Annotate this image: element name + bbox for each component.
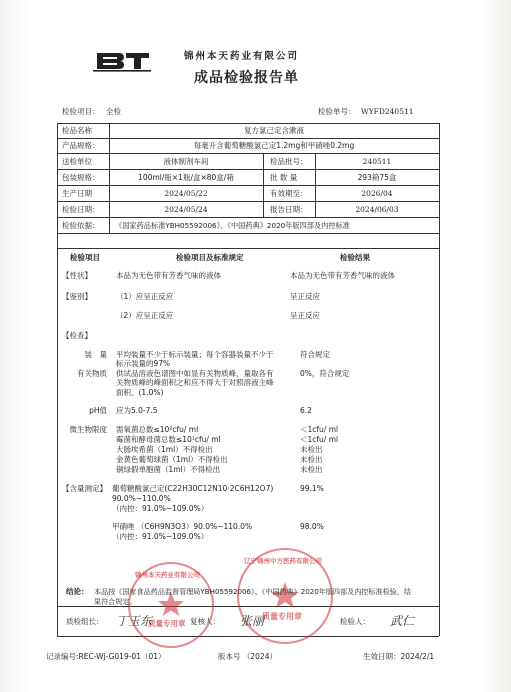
microbial-res-3: 未检出 — [300, 445, 323, 454]
assay-1-result: 99.1% — [300, 484, 324, 493]
related-substances-standard-2: 关物质峰的峰面积之和应不得大于对照溶液主峰 — [116, 378, 274, 387]
qty-value: 293箱75盒 — [357, 173, 397, 182]
conclusion-label: 结论： — [66, 587, 89, 596]
assay-2-result: 98.0% — [300, 522, 324, 531]
qa-leader-label: 质检组长： — [66, 617, 104, 626]
ph-standard: 应为5.0-7.5 — [116, 406, 158, 415]
pack-label: 包装规格： — [62, 173, 100, 182]
results-col-result: 检验结果 — [340, 253, 370, 262]
properties-result: 本品为无色带有芳香气味的液体 — [290, 271, 395, 280]
related-substances-standard-1: 供试品溶液色谱图中如显有关物质峰，量取各有 — [116, 369, 274, 378]
microbial-res-5: 未检出 — [300, 465, 323, 474]
table-line — [57, 201, 439, 202]
mfg-date-value: 2024/05/22 — [164, 189, 208, 198]
footer-record-no: 记录编号:REC-Wj-G019-01（01） — [46, 652, 166, 661]
table-line — [57, 217, 439, 218]
assay-2-standard-2: （内控：91.0%~109.0%） — [112, 532, 209, 541]
test-date-value: 2024/05/24 — [164, 205, 208, 214]
table-line — [57, 169, 439, 170]
table-line — [57, 138, 439, 139]
batch-value: 240511 — [362, 157, 392, 166]
microbial-res-2: ＜1cfu/ ml — [300, 435, 339, 444]
mfg-date-label: 生产日期 — [62, 189, 92, 198]
test-no-label: 检验单号： — [318, 107, 356, 116]
dept-label: 送检单位 — [62, 157, 92, 166]
results-col-item: 检验项目 — [70, 253, 100, 262]
test-item-label: 检验项目： — [62, 107, 100, 116]
report-date-value: 2024/06/03 — [355, 205, 399, 214]
footer-version: 版本号 （2024） — [218, 652, 277, 661]
ph-result: 6.2 — [300, 406, 312, 415]
identification-2-standard: （2）应呈正反应 — [116, 311, 174, 320]
conclusion-text-1: 本品按《国家食品药品监督管理局YBH05592006》、《中国药典》2020年版四部及内控标准检验，结 — [94, 587, 411, 596]
identification-1-standard: （1）应呈正反应 — [116, 292, 174, 301]
product-spec-value: 每毫升含葡萄糖酸氯己定1.2mg和甲硝唑0.2mg — [193, 141, 355, 150]
table-border-left — [57, 123, 58, 636]
checks-tag: 【检查】 — [62, 331, 92, 340]
related-substances-name: 有关物质 — [77, 369, 107, 378]
table-line — [57, 153, 439, 154]
identification-2-result: 呈正反应 — [290, 311, 320, 320]
fill-volume-result: 符合规定 — [300, 350, 330, 359]
table-border-top — [57, 123, 439, 124]
test-no-value: WYFD240511 — [361, 107, 414, 116]
right-stamp-inner: 质量专用章 — [262, 612, 302, 621]
exp-date-label: 有效期至： — [270, 189, 308, 198]
microbial-res-1: ＜1cfu/ ml — [300, 425, 339, 434]
company-logo-icon — [93, 50, 151, 72]
microbial-std-3: 大肠埃希菌（1ml）不得检出 — [116, 445, 213, 454]
microbial-std-1: 需氧菌总数≤10²cfu/ ml — [116, 425, 199, 434]
product-spec-label: 产品规格： — [62, 141, 100, 150]
test-item-value: 全检 — [106, 107, 121, 116]
inspector-signature: 武仁 — [390, 614, 415, 628]
results-header-line — [57, 248, 439, 249]
fill-volume-standard-2: 标示装量的97% — [116, 359, 171, 368]
test-date-label: 检验日期： — [62, 205, 100, 214]
reviewer-signature: 张丽 — [240, 614, 265, 628]
exp-date-value: 2026/04 — [361, 189, 393, 198]
product-name-value: 复方氯己定含漱液 — [244, 126, 304, 135]
basis-value: 《国家药品标准YBH05592006》、《中国药典》2020年版四部及内控标准 — [115, 221, 350, 230]
report-date-label: 报告日期： — [270, 205, 308, 214]
assay-2-standard-1: 甲硝唑 （C6H9N3O3）90.0%~110.0% — [112, 522, 253, 531]
reviewer-label: 复核人： — [190, 617, 220, 626]
qa-leader-signature: 丁玉东 — [116, 614, 153, 628]
ph-name: pH值 — [89, 406, 107, 415]
batch-label: 检品批号： — [270, 157, 308, 166]
fill-volume-name: 装 量 — [84, 350, 107, 359]
microbial-std-5: 铜绿假单胞菌（1ml）不得检出 — [116, 465, 221, 474]
microbial-std-2: 霉菌和酵母菌总数≤10¹cfu/ ml — [116, 435, 221, 444]
assay-1-standard-3: （内控：91.0%~109.0%） — [112, 504, 209, 513]
basis-label: 检验依据： — [62, 221, 100, 230]
assay-1-standard-1: 葡萄糖酸氯己定(C22H30C12N10·2C6H12O7) — [112, 484, 274, 493]
table-line — [57, 185, 439, 186]
company-name: 锦州本天药业有限公司 — [184, 51, 300, 62]
table-border-right — [439, 123, 440, 636]
footer-effective-date: 生效日期：2024/2/1 — [363, 652, 435, 661]
inspector-label: 检验人： — [340, 617, 370, 626]
properties-tag: 【性状】 — [62, 271, 92, 280]
left-stamp-text: 锦州本天药业有限公司 — [135, 571, 200, 579]
qty-label: 批 数 量 — [270, 173, 298, 182]
left-stamp-inner: 质量专用章 — [148, 619, 186, 628]
fill-volume-standard-1: 平均装量不少于标示装量；每个容器装量不少于 — [116, 350, 274, 359]
related-substances-result: 0%，符合规定 — [300, 369, 350, 378]
identification-1-result: 呈正反应 — [290, 292, 320, 301]
dept-value: 液体制剂车间 — [163, 157, 209, 166]
identification-tag: 【鉴别】 — [62, 292, 92, 301]
pack-value: 100ml/瓶×1瓶/盒×80盒/箱 — [138, 173, 234, 182]
microbial-std-4: 金黄色葡萄球菌（1ml）不得检出 — [116, 455, 228, 464]
report-title: 成品检验报告单 — [194, 70, 299, 86]
microbial-limit-name: 微生物限度 — [69, 425, 107, 434]
assay-tag: 【含量测定】 — [62, 484, 107, 493]
product-name-label: 检品名称 — [62, 126, 92, 135]
results-col-standard: 检验项目及标准规定 — [176, 253, 244, 262]
table-col-line — [263, 153, 264, 217]
related-substances-standard-3: 面积。(1.0%) — [116, 388, 164, 397]
right-stamp-text: 辽宁锦州中方医药有限公司 — [244, 557, 322, 565]
conclusion-text-2: 果符合规定。 — [94, 597, 137, 606]
table-line — [57, 233, 439, 234]
assay-1-standard-2: 90.0%~110.0% — [112, 494, 171, 503]
microbial-res-4: 未检出 — [300, 455, 323, 464]
properties-standard: 本品为无色带有芳香气味的液体 — [116, 271, 221, 280]
